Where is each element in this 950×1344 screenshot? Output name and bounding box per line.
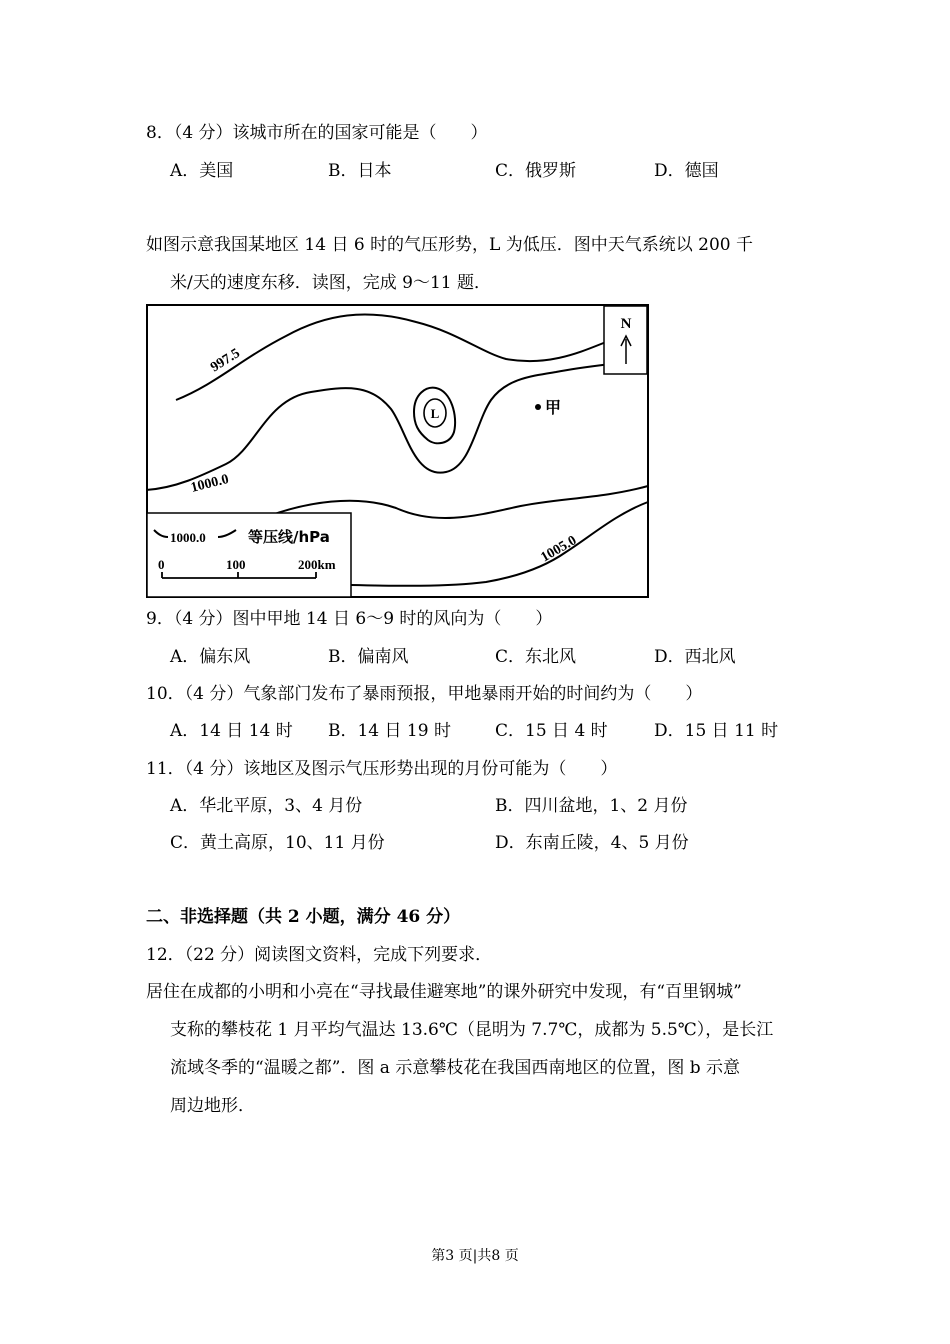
q11-stem: 11．（4 分）该地区及图示气压形势出现的月份可能为（ ） xyxy=(146,759,618,779)
scale-label-0: 0 xyxy=(158,557,165,572)
q9-option-b: B．偏南风 xyxy=(328,647,409,667)
q9-option-c: C．东北风 xyxy=(495,647,577,667)
q11-option-c: C．黄土高原，10、11 月份 xyxy=(170,833,385,853)
q12-stem: 12．（22 分）阅读图文资料，完成下列要求． xyxy=(146,945,493,965)
q10-stem: 10．（4 分）气象部门发布了暴雨预报，甲地暴雨开始的时间约为（ ） xyxy=(146,684,703,704)
isobar-label-997-5: 997.5 xyxy=(208,345,243,376)
q12-para-line-2: 支称的攀枝花 1 月平均气温达 13.6℃（昆明为 7.7℃，成都为 5.5℃），是长江 xyxy=(170,1020,774,1040)
q9-stem: 9．（4 分）图中甲地 14 日 6～9 时的风向为（ ） xyxy=(146,609,553,629)
isobar-label-1005-0: 1005.0 xyxy=(538,533,580,566)
q8-option-d: D．德国 xyxy=(654,161,719,181)
page-footer: 第3 页|共8 页 xyxy=(431,1248,519,1264)
intro-line-2: 米/天的速度东移．读图，完成 9～11 题． xyxy=(170,273,491,293)
scale-label-100: 100 xyxy=(226,557,246,572)
isobar-map xyxy=(146,304,649,598)
q11-option-a: A．华北平原，3、4 月份 xyxy=(170,796,363,816)
intro-line-1: 如图示意我国某地区 14 日 6 时的气压形势，L 为低压．图中天气系统以 200 千 xyxy=(146,235,754,255)
north-label: N xyxy=(620,316,632,332)
legend-text: 等压线/hPa xyxy=(248,528,330,546)
q12-para-line-1: 居住在成都的小明和小亮在“寻找最佳避寒地”的课外研究中发现，有“百里钢城” xyxy=(146,982,742,1002)
q8-option-a: A．美国 xyxy=(170,161,234,181)
q12-para-line-4: 周边地形． xyxy=(170,1096,255,1116)
legend-box xyxy=(147,513,351,597)
q10-option-b: B．14 日 19 时 xyxy=(328,721,451,741)
q8-stem: 8．（4 分）该城市所在的国家可能是（ ） xyxy=(146,123,488,143)
q12-para-line-3: 流域冬季的“温暖之都”．图 a 示意攀枝花在我国西南地区的位置，图 b 示意 xyxy=(170,1058,741,1078)
q11-option-b: B．四川盆地，1、2 月份 xyxy=(495,796,688,816)
low-label: L xyxy=(430,406,440,421)
place-jia-dot xyxy=(535,404,541,410)
q8-option-c: C．俄罗斯 xyxy=(495,161,577,181)
q9-option-a: A．偏东风 xyxy=(170,647,251,667)
isobar-label-1000-0: 1000.0 xyxy=(189,472,231,496)
q9-option-d: D．西北风 xyxy=(654,647,736,667)
section-2-title: 二、非选择题（共 2 小题，满分 46 分） xyxy=(146,907,461,927)
q10-option-c: C．15 日 4 时 xyxy=(495,721,608,741)
q10-option-d: D．15 日 11 时 xyxy=(654,721,779,741)
legend-isobar-value: 1000.0 xyxy=(170,530,206,545)
q10-option-a: A．14 日 14 时 xyxy=(170,721,293,741)
q11-option-d: D．东南丘陵，4、5 月份 xyxy=(495,833,689,853)
q8-option-b: B．日本 xyxy=(328,161,392,181)
place-jia-label: 甲 xyxy=(545,398,562,417)
scale-label-200km: 200km xyxy=(298,557,336,572)
